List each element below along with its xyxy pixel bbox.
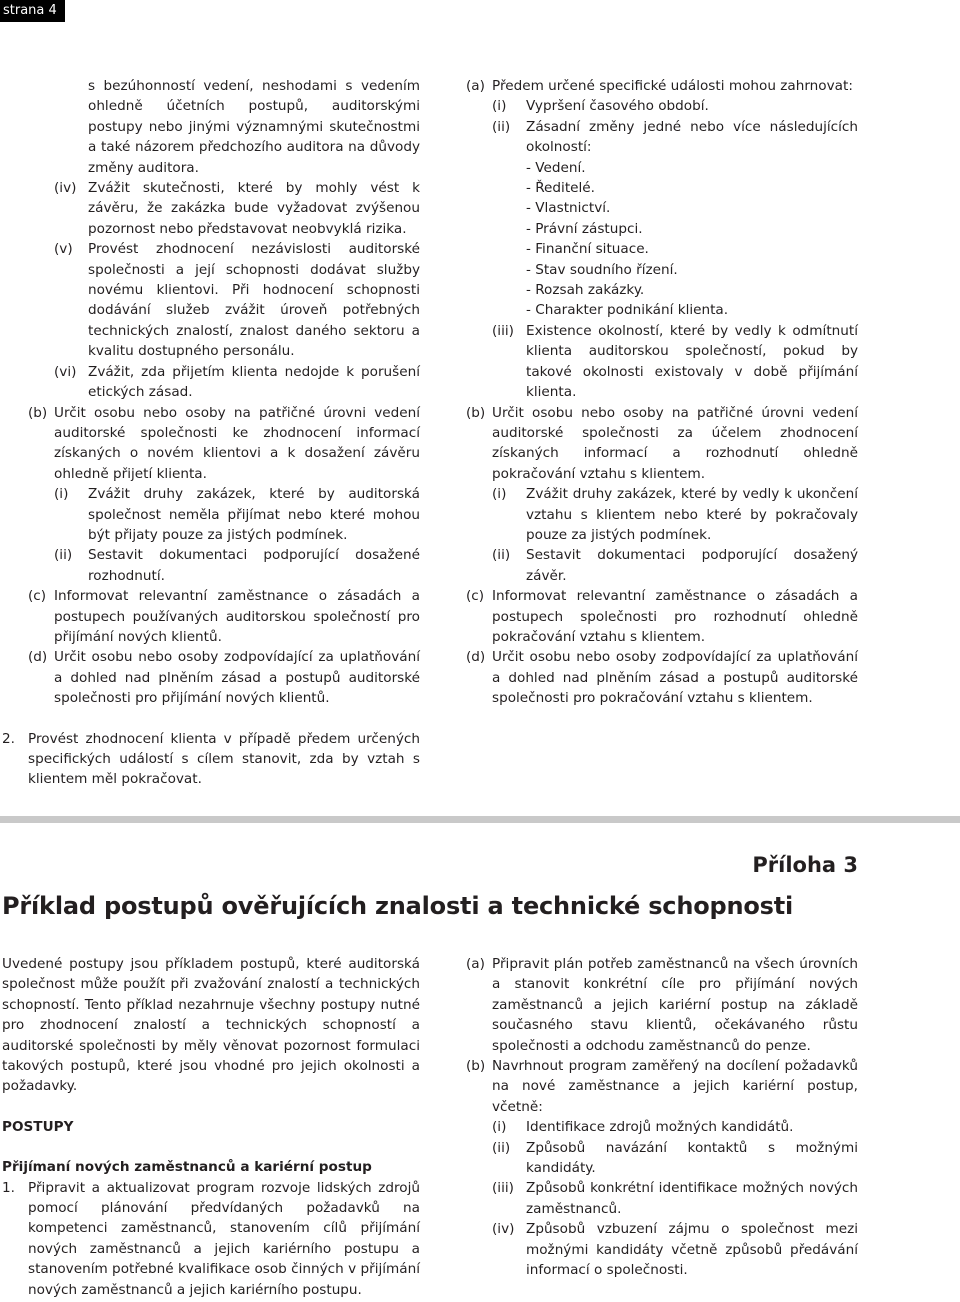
dash-item: - Ředitelé. xyxy=(526,180,595,197)
bottom-right-column xyxy=(466,954,858,1281)
annex-title: Příklad postupů ověřujících znalosti a technické schopnosti xyxy=(2,892,794,920)
list-item-b-ii: (ii) Sestavit dokumentaci podporující dosažený závěr. xyxy=(492,547,858,584)
list-item-v: (v) Provést zhodnocení nezávislosti auditorské společnosti a její schopnosti dodávat služby novému klientovi. Při hodnocení schopnosti dodávání služeb zvážit úroveň potřebných technických znalostí, znalost daného sektoru a kvalitu dostupného personálu. xyxy=(54,241,420,360)
list-item-d: (d) Určit osobu nebo osoby zodpovídající za uplatňování a dohled nad plněním zásad a postupů auditorské společnosti pro pokračování vztahu s klientem. xyxy=(466,649,858,707)
list-item-a-i: (i) Vypršení časového období. xyxy=(492,98,709,115)
list-item-c: (c) Informovat relevantní zaměstnance o zásadách a postupech společnosti pro rozhodnutí ohledně pokračování vztahu s klientem. xyxy=(466,588,858,645)
dash-item: - Finanční situace. xyxy=(526,241,649,258)
list-item-b-iii: (iii) Způsobů konkrétní identifikace možných nových zaměstnanců. xyxy=(492,1180,858,1217)
list-item-a: (a) Předem určené specifické události mohou zahrnovat: xyxy=(466,78,853,94)
top-right-column xyxy=(466,76,858,709)
subheading: Přijímaní nových zaměstnanců a kariérní postup xyxy=(2,1159,372,1176)
spacer xyxy=(2,1137,420,1157)
list-item-b-iv: (iv) Způsobů vzbuzení zájmu o společnost mezi možnými kandidáty včetně způsobů předávání informací o společnosti. xyxy=(492,1221,858,1279)
list-item-iv: (iv) Zvážit skutečnosti, které by mohly vést k závěru, že zakázka bude vyžadovat zvýšenou pozornost nebo představovat neobvyklá rizika. xyxy=(54,180,420,237)
page-number-tab xyxy=(0,0,65,22)
list-item-a-iii: (iii) Existence okolností, které by vedly k odmítnutí klienta auditorskou společností, pokud by takové okolnosti existovaly v době přijímání klienta. xyxy=(492,322,858,401)
list-item-2: 2. Provést zhodnocení klienta v případě předem určených specifických událostí s cílem stanovit, zda by vztah s klientem měl pokračovat. xyxy=(2,730,420,788)
list-item-c: (c) Informovat relevantní zaměstnance o zásadách a postupech používaných auditorskou společností pro přijímání nových klientů. xyxy=(28,588,420,645)
dash-item: - Vedení. xyxy=(526,159,586,176)
dash-item: - Charakter podnikání klienta. xyxy=(526,302,729,319)
dash-item: - Právní zástupci. xyxy=(526,220,643,237)
dash-item: - Stav soudního řízení. xyxy=(526,261,678,278)
page-number-label: strana 4 xyxy=(3,3,57,18)
list-item-a-ii: (ii) Zásadní změny jedné nebo více následujících okolností: xyxy=(492,118,858,156)
list-item-vi: (vi) Zvážit, zda přijetím klienta nedojde k porušení etických zásad. xyxy=(54,363,420,401)
dash-item: - Vlastnictví. xyxy=(526,200,611,217)
continuation-paragraph: s bezúhonností vedení, neshodami s vedením ohledně účetních postupů, auditorskými postupy nebo jinými významnými skutečnostmi a také názorem předchozího auditora na důvody změny auditora. xyxy=(88,78,420,176)
section-divider xyxy=(0,816,960,823)
spacer xyxy=(28,709,420,729)
list-item-b: (b) Navrhnout program zaměřený na docílení požadavků na nové zaměstnance a jejich kariérní postup, včetně: xyxy=(466,1058,858,1115)
list-item-d: (d) Určit osobu nebo osoby zodpovídající za uplatňování a dohled nad plněním zásad a postupů auditorské společnosti pro přijímání nových klientů. xyxy=(28,649,420,707)
list-item-b-i: (i) Identifikace zdrojů možných kandidátů. xyxy=(492,1119,794,1136)
list-item-b: (b) Určit osobu nebo osoby na patřičné úrovni vedení auditorské společnosti ke zhodnocení informací získaných o novém klientovi a k dosažení závěru ohledně přijetí klienta. xyxy=(28,404,420,482)
list-item-a: (a) Připravit plán potřeb zaměstnanců na všech úrovních a stanovit konkrétní cíle pro přijímání nových zaměstnanců a jejich kariérní postup na základě současného stavu klientů, očekávaného růstu společnosti a odchodu zaměstnanců do penze. xyxy=(466,956,858,1054)
procedures-heading: POSTUPY xyxy=(2,1118,74,1135)
list-item-1: 1. Připravit a aktualizovat program rozvoje lidských zdrojů pomocí plánování předvídaných požadavků na kompetenci zaměstnanců, stanovením cílů přijímání nových zaměstnanců a jejich kariérního postupu a stanovením potřebné kvalifikace osob činných v přijímání nových zaměstnanců a jejich kariérního postupu. xyxy=(2,1179,420,1298)
spacer xyxy=(2,1097,420,1117)
top-left-column xyxy=(2,76,420,790)
bottom-left-column xyxy=(2,954,420,1300)
list-item-b-ii: (ii) Sestavit dokumentaci podporující dosažené rozhodnutí. xyxy=(54,547,420,584)
list-item-b-i: (i) Zvážit druhy zakázek, které by auditorská společnost neměla přijímat nebo které mohou být přijaty pouze za jistých podmínek. xyxy=(54,486,420,543)
list-item-b-i: (i) Zvážit druhy zakázek, které by vedly k ukončení vztahu s klientem nebo které by pokračovaly pouze za jistých podmínek. xyxy=(492,486,858,543)
dash-item: - Rozsah zakázky. xyxy=(526,282,645,299)
intro-paragraph: Uvedené postupy jsou příkladem postupů, které auditorská společnost může použít při zvažování znalostí a technických schopností. Tento příklad nezahrnuje všechny postupy nutné pro zhodnocení znalostí a technických schopností a auditorské společnosti by měly věnovat pozornost formulaci takových postupů, které jsou vhodné pro jejich okolnosti a požadavky. xyxy=(2,956,420,1095)
list-item-b: (b) Určit osobu nebo osoby na patřičné úrovni vedení auditorské společnosti za účelem zhodnocení získaných informací a rozhodnutí ohledně pokračování vztahu s klientem. xyxy=(466,404,858,482)
annex-label: Příloha 3 xyxy=(752,853,858,877)
list-item-b-ii: (ii) Způsobů navázání kontaktů s možnými kandidáty. xyxy=(492,1139,858,1177)
